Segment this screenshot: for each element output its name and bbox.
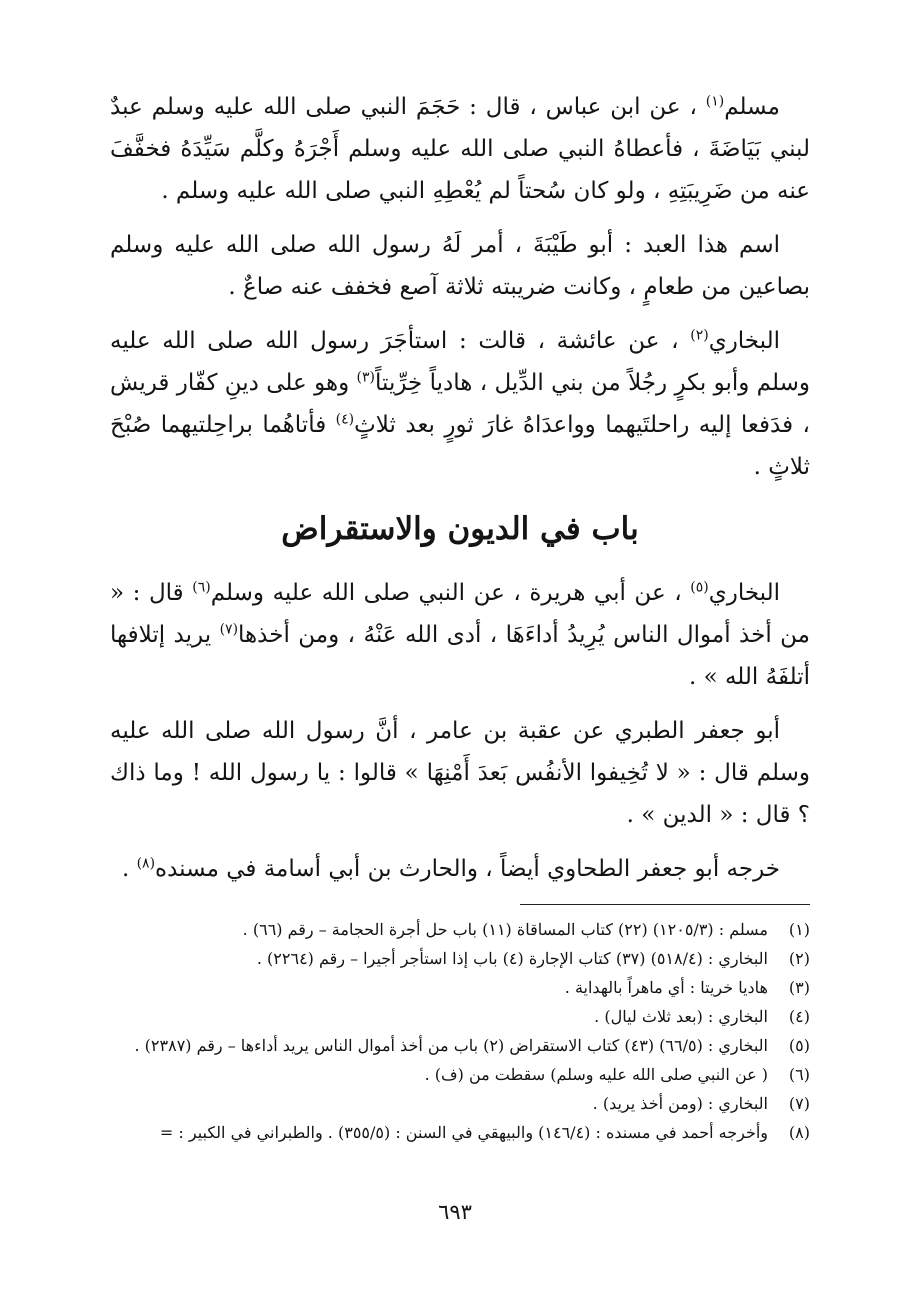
footnote-number: (٢)	[788, 949, 810, 968]
footnote-number: (٨)	[788, 1123, 810, 1142]
footnote-number: (١)	[788, 920, 810, 939]
footnote-text: ( عن النبي صلى الله عليه وسلم) سقطت من (ف) .	[424, 1065, 768, 1084]
footnote-text: وأخرجه أحمد في مسنده : (١٤٦/٤) والبيهقي في السنن : (٣٥٥/٥) . والطبراني في الكبير : =	[159, 1123, 768, 1142]
body-bottom	[110, 572, 810, 890]
paragraph	[110, 572, 810, 698]
footnote-number: (٦)	[788, 1065, 810, 1084]
paragraph	[110, 86, 810, 212]
footnote-item	[110, 973, 810, 1002]
footnotes	[110, 915, 810, 1147]
paragraph-text: وهو على دينِ كفّار قريش ، فدَفعا إليه راحلتَيهما وواعدَاهُ غارَ ثورٍ بعد ثلاثٍ	[110, 370, 810, 438]
footnote-ref: (٤)	[335, 411, 355, 428]
footnote-ref: (٢)	[690, 327, 709, 344]
footnote-item	[110, 1118, 810, 1147]
footnote-divider	[520, 904, 810, 905]
footnote-item	[110, 915, 810, 944]
footnote-ref: (٥)	[690, 579, 709, 596]
footnote-number: (٥)	[788, 1036, 810, 1055]
paragraph-text: يريد إتلافها أتلفَهُ الله » .	[110, 622, 810, 690]
footnote-number: (٤)	[788, 1007, 810, 1026]
book-page	[110, 86, 810, 1147]
footnote-item	[110, 1031, 810, 1060]
paragraph-text: اسم هذا العبد : أبو طَيْبَةَ ، أمر لَهُ رسول الله صلى الله عليه وسلم بصاعين من طعامٍ ، وكانت ضريبته ثلاثة آصع فخفف عنه صاعٌ .	[110, 232, 810, 300]
footnote-text: هاديا خريتا : أي ماهراً بالهداية .	[564, 978, 768, 997]
footnote-item	[110, 1089, 810, 1118]
footnote-text: البخاري : (ومن أخذ يريد) .	[592, 1094, 768, 1113]
paragraph-text: ، عن أبي هريرة ، عن النبي صلى الله عليه وسلم	[210, 580, 691, 606]
footnote-ref: (٦)	[192, 579, 211, 596]
footnote-number: (٧)	[788, 1094, 810, 1113]
paragraph	[110, 320, 810, 488]
footnote-item	[110, 944, 810, 973]
footnote-ref: (٣)	[356, 369, 375, 386]
page-number: ٦٩٣	[438, 1200, 472, 1224]
paragraph-text: مسلم	[724, 94, 780, 120]
paragraph-text: البخاري	[708, 580, 781, 606]
paragraph	[110, 848, 810, 890]
paragraph-text: فأتاهُما براحِلتيهما صُبْحَ ثلاثٍ .	[110, 412, 810, 480]
section-heading: باب في الديون والاستقراض	[281, 511, 639, 547]
footnote-ref: (١)	[705, 93, 725, 110]
paragraph-text: ، عن ابن عباس ، قال : حَجَمَ النبي صلى الله عليه وسلم عبدٌ لبني بَيَاضَةَ ، فأعطاهُ النبي صلى الله عليه وسلم أَجْرَهُ وكلَّم سَيِّدَهُ فخفَّفَ عنه من ضَرِيبَتِهِ ، ولو كان سُحتاً لم يُعْطِهِ النبي صلى الله عليه وسلم .	[110, 94, 810, 204]
paragraph-text: خرجه أبو جعفر الطحاوي أيضاً ، والحارث بن أبي أسامة في مسنده	[155, 856, 780, 882]
paragraph-text: قال : « من أخذ أموال الناس يُرِيدُ أداءَهَا ، أدى الله عَنْهُ ، ومن أخذها	[110, 580, 810, 648]
footnote-number: (٣)	[788, 978, 810, 997]
footnote-ref: (٧)	[219, 621, 239, 638]
footnote-text: البخاري : (بعد ثلاث ليال) .	[594, 1007, 768, 1026]
paragraph-text: البخاري	[708, 328, 780, 354]
body-top	[110, 86, 810, 488]
paragraph	[110, 710, 810, 836]
paragraph-text: أبو جعفر الطبري عن عقبة بن عامر ، أنَّ رسول الله صلى الله عليه وسلم قال : « لا تُخِيفوا الأنفُس بَعدَ أَمْنِهَا » قالوا : يا رسول الله ! وما ذاك ؟ قال : « الدين » .	[110, 718, 810, 828]
footnote-text: البخاري : (٥١٨/٤) (٣٧) كتاب الإجارة (٤) باب إذا استأجر أجيرا – رقم (٢٢٦٤) .	[256, 949, 768, 968]
paragraph-text: ، عن عائشة ، قالت : استأجَرَ رسول الله صلى الله عليه وسلم وأبو بكرٍ رجُلاً من بني الدِّيل ، هادياً خِرِّيتاً	[110, 328, 810, 396]
footnote-item	[110, 1002, 810, 1031]
footnote-text: مسلم : (١٢٠٥/٣) (٢٢) كتاب المساقاة (١١) باب حل أجرة الحجامة – رقم (٦٦) .	[242, 920, 768, 939]
footnote-item	[110, 1060, 810, 1089]
paragraph	[110, 224, 810, 308]
footnote-ref: (٨)	[136, 855, 156, 872]
footnote-text: البخاري : (٦٦/٥) (٤٣) كتاب الاستقراض (٢) باب من أخذ أموال الناس يريد أداءها – رقم (٢٣٨٧) .	[134, 1036, 768, 1055]
paragraph-text: .	[121, 856, 137, 882]
